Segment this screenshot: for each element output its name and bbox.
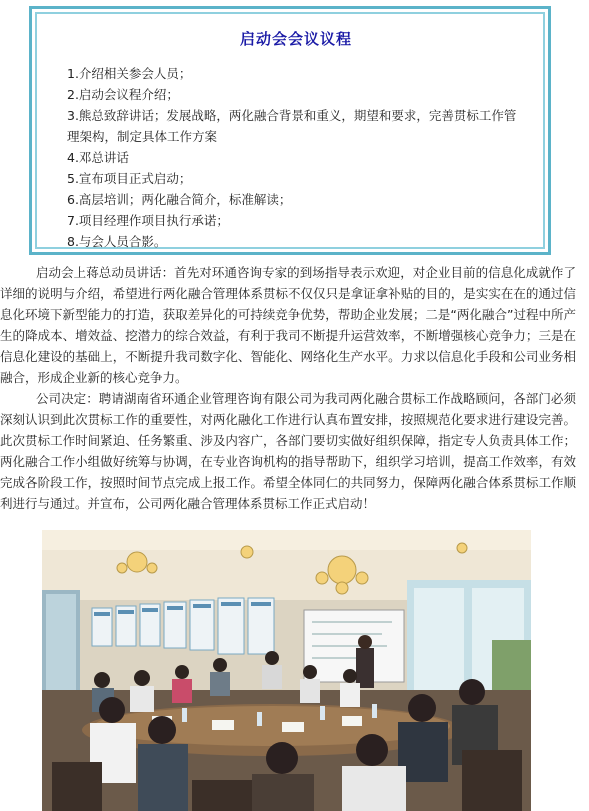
agenda-item: 4.邓总讲话	[67, 150, 129, 165]
agenda-item: 8.与会人员合影。	[67, 234, 167, 249]
agenda-item: 2.启动会议程介绍；	[67, 87, 179, 102]
agenda-box	[29, 6, 551, 255]
article-body	[0, 262, 576, 514]
agenda-item: 1.介绍相关参会人员；	[67, 66, 192, 81]
paragraph-speech: 启动会上蒋总动员讲话：首先对环通咨询专家的到场指导表示欢迎，对企业目前的信息化成就作了详细的说明与介绍，希望进行两化融合管理体系贯标不仅仅只是拿证拿补贴的目的，是实实在在的通过信息化环境下新型能力的打造，获取差异化的可持续竞争优势，帮助企业发展；二是“两化融合”过程中所产生的降成本、增效益、挖潜力的综合效益，有利于我司不断提升运营效率，不断增强核心竞争力；三是在信息化建设的基础上，不断提升我司数字化、智能化、网络化生产水平。力求以信息化手段和公司业务相融合，形成企业新的核心竞争力。	[0, 265, 576, 385]
paragraph-decision: 公司决定：聘请湖南省环通企业管理咨询有限公司为我司两化融合贯标工作战略顾问，各部门必须深刻认识到此次贯标工作的重要性，对两化融化工作进行认真布置安排，按照规范化要求进行建设完善。此次贯标工作时间紧迫、任务繁重、涉及内容广，各部门要切实做好组织保障，指定专人负责具体工作；两化融合工作小组做好统筹与协调，在专业咨询机构的指导帮助下，组织学习培训，提高工作效率，有效完成各阶段工作，按照时间节点完成上报工作。希望全体同仁的共同努力，保障两化融合体系贯标工作顺利进行与通过。并宣布，公司两化融合管理体系贯标工作正式启动！	[0, 391, 576, 511]
agenda-item: 5.宣布项目正式启动；	[67, 171, 192, 186]
agenda-item: 3.熊总致辞讲话；发展战略，两化融合背景和重义，期望和要求，完善贯标工作管理架构，制定具体工作方案	[67, 108, 517, 144]
meeting-photo	[42, 530, 531, 811]
agenda-list	[67, 63, 525, 252]
agenda-item: 7.项目经理作项目执行承诺；	[67, 213, 229, 228]
agenda-item: 6.高层培训；两化融合简介，标准解读；	[67, 192, 292, 207]
meeting-photo-illustration	[42, 530, 531, 811]
agenda-title: 启动会会议议程	[239, 30, 352, 48]
agenda-inner	[35, 12, 545, 249]
